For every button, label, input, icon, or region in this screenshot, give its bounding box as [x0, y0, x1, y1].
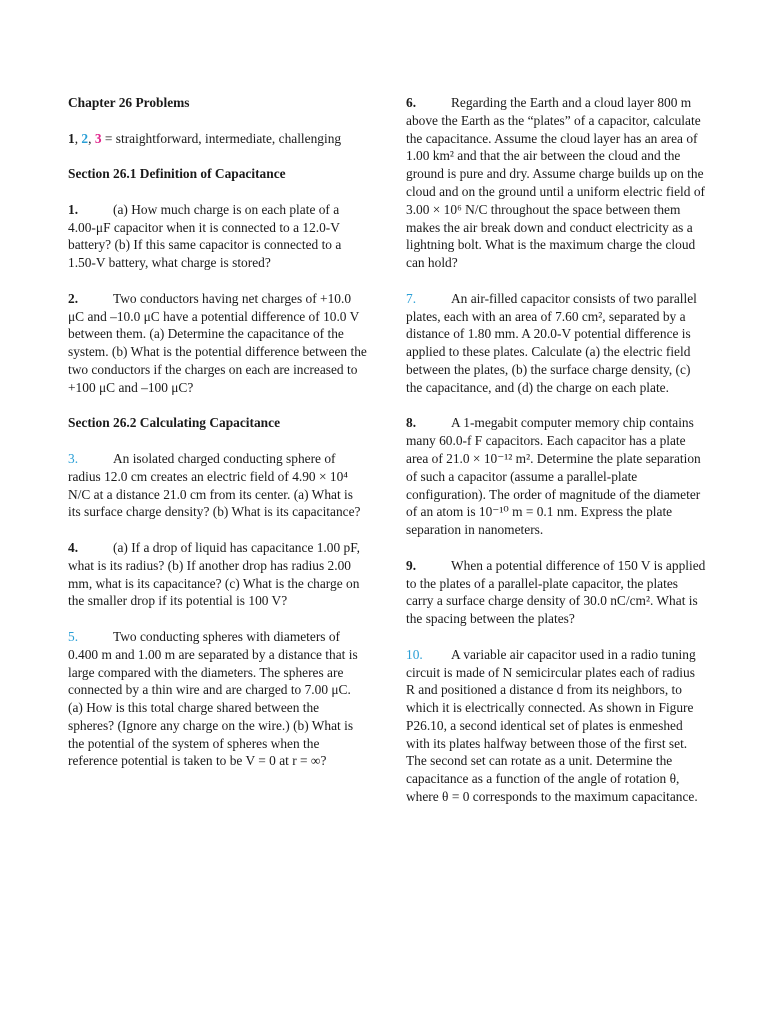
problem-number: 1. — [68, 201, 79, 217]
problem-number: 7. — [406, 290, 417, 306]
section-heading-26-1: Section 26.1 Definition of Capacitance — [68, 166, 286, 182]
problem-text: Two conductors having net charges of +10.0 μC and –10.0 μC have a potential difference of 10.0 V between them. (a) Determine the capacitance of the system. (b) What is the potential difference between the two conductors if the charges on each are increased to +100 μC and –100 μC? — [68, 290, 367, 395]
legend-number-3: 3 — [94, 130, 102, 146]
problem-text: (a) How much charge is on each plate of a 4.00-μF capacitor when it is connected to a 12.0-V battery? (b) If this same capacitor is connected to a 1.50-V battery, what charge is stored? — [68, 201, 342, 271]
right-column — [406, 94, 706, 824]
legend-separator-1: , — [74, 130, 82, 146]
problem-2 — [68, 290, 368, 397]
legend-separator-2: , — [88, 130, 95, 146]
problem-text: An isolated charged conducting sphere of radius 12.0 cm creates an electric field of 4.90 × 10⁴ N/C at a distance 21.0 cm from its center. (a) What is its surface charge density? (b) What is its capacitance? — [68, 450, 361, 520]
problem-text: A 1-megabit computer memory chip contains many 60.0-f F capacitors. Each capacitor has a plate area of 21.0 × 10⁻¹² m². Determine the plate separation of such a capacitor (assume a parallel-plate configuration). The order of magnitude of the diameter of an atom is 10⁻¹⁰ m = 0.1 nm. Express the plate separation in nanometers. — [406, 415, 701, 538]
problem-9 — [406, 557, 706, 628]
problem-number: 6. — [406, 95, 417, 110]
chapter-title: Chapter 26 Problems — [68, 95, 190, 110]
problem-number: 10. — [406, 646, 423, 662]
problem-text: A variable air capacitor used in a radio tuning circuit is made of N semicircular plates each of radius R and positioned a distance d from its neighbors, to which it is electrically connected. As shown in Figure P26.10, a second identical set of plates is enmeshed with its plates halfway between those of the first set. The second set can rotate as a unit. Determine the capacitance as a function of the angle of rotation θ, where θ = 0 corresponds to the maximum capacitance. — [406, 646, 698, 805]
problem-7 — [406, 290, 706, 397]
problem-text: Regarding the Earth and a cloud layer 800 m above the Earth as the “plates” of a capacitor, calculate the capacitance. Assume the cloud layer has an area of 1.00 km² and that the air between the cloud and the ground is pure and dry. Assume charge builds up on the cloud and on the ground until a uniform electric field of 3.00 × 10⁶ N/C throughout the space between them makes the air break down and conduct electricity as a lightning bolt. What is the maximum charge the cloud can hold? — [406, 95, 705, 271]
problem-6 — [406, 94, 706, 272]
difficulty-legend — [68, 130, 368, 148]
problem-4 — [68, 539, 368, 610]
problem-text: When a potential difference of 150 V is applied to the plates of a parallel-plate capacitor, the plates carry a surface charge density of 30.0 nC/cm². What is the spacing between the plates? — [406, 557, 706, 627]
problem-10 — [406, 646, 706, 806]
problem-text: Two conducting spheres with diameters of 0.400 m and 1.00 m are separated by a distance that is large compared with the diameters. The spheres are connected by a thin wire and are charged to 7.00 μC. (a) How is this total charge shared between the spheres? (Ignore any charge on the wire.) (b) What is the potential of the system of spheres when the reference potential is taken to be V = 0 at r = ∞? — [68, 628, 358, 769]
problem-8 — [406, 414, 706, 539]
section-heading-26-2: Section 26.2 Calculating Capacitance — [68, 415, 281, 431]
legend-number-2: 2 — [81, 130, 89, 146]
problem-number: 4. — [68, 539, 79, 555]
left-column — [68, 94, 368, 788]
problem-number: 2. — [68, 290, 79, 306]
problem-1 — [68, 201, 368, 272]
problem-number: 8. — [406, 415, 417, 431]
problem-text: (a) If a drop of liquid has capacitance 1.00 pF, what is its radius? (b) If another drop has radius 2.00 mm, what is its capacitance? (c) What is the charge on the smaller drop if its potential is 100 V? — [68, 539, 360, 609]
problem-text: An air-filled capacitor consists of two parallel plates, each with an area of 7.60 cm², separated by a distance of 1.80 mm. A 20.0-V potential difference is applied to these plates. Calculate (a) the electric field between the plates, (b) the surface charge density, (c) the capacitance, and (d) the charge on each plate. — [406, 290, 697, 395]
problem-number: 3. — [68, 450, 79, 466]
legend-text: = straightforward, intermediate, challenging — [101, 130, 342, 146]
problem-5 — [68, 628, 368, 770]
problem-number: 9. — [406, 557, 417, 573]
problem-3 — [68, 450, 368, 521]
problem-number: 5. — [68, 628, 79, 644]
legend-number-1: 1 — [68, 130, 75, 146]
